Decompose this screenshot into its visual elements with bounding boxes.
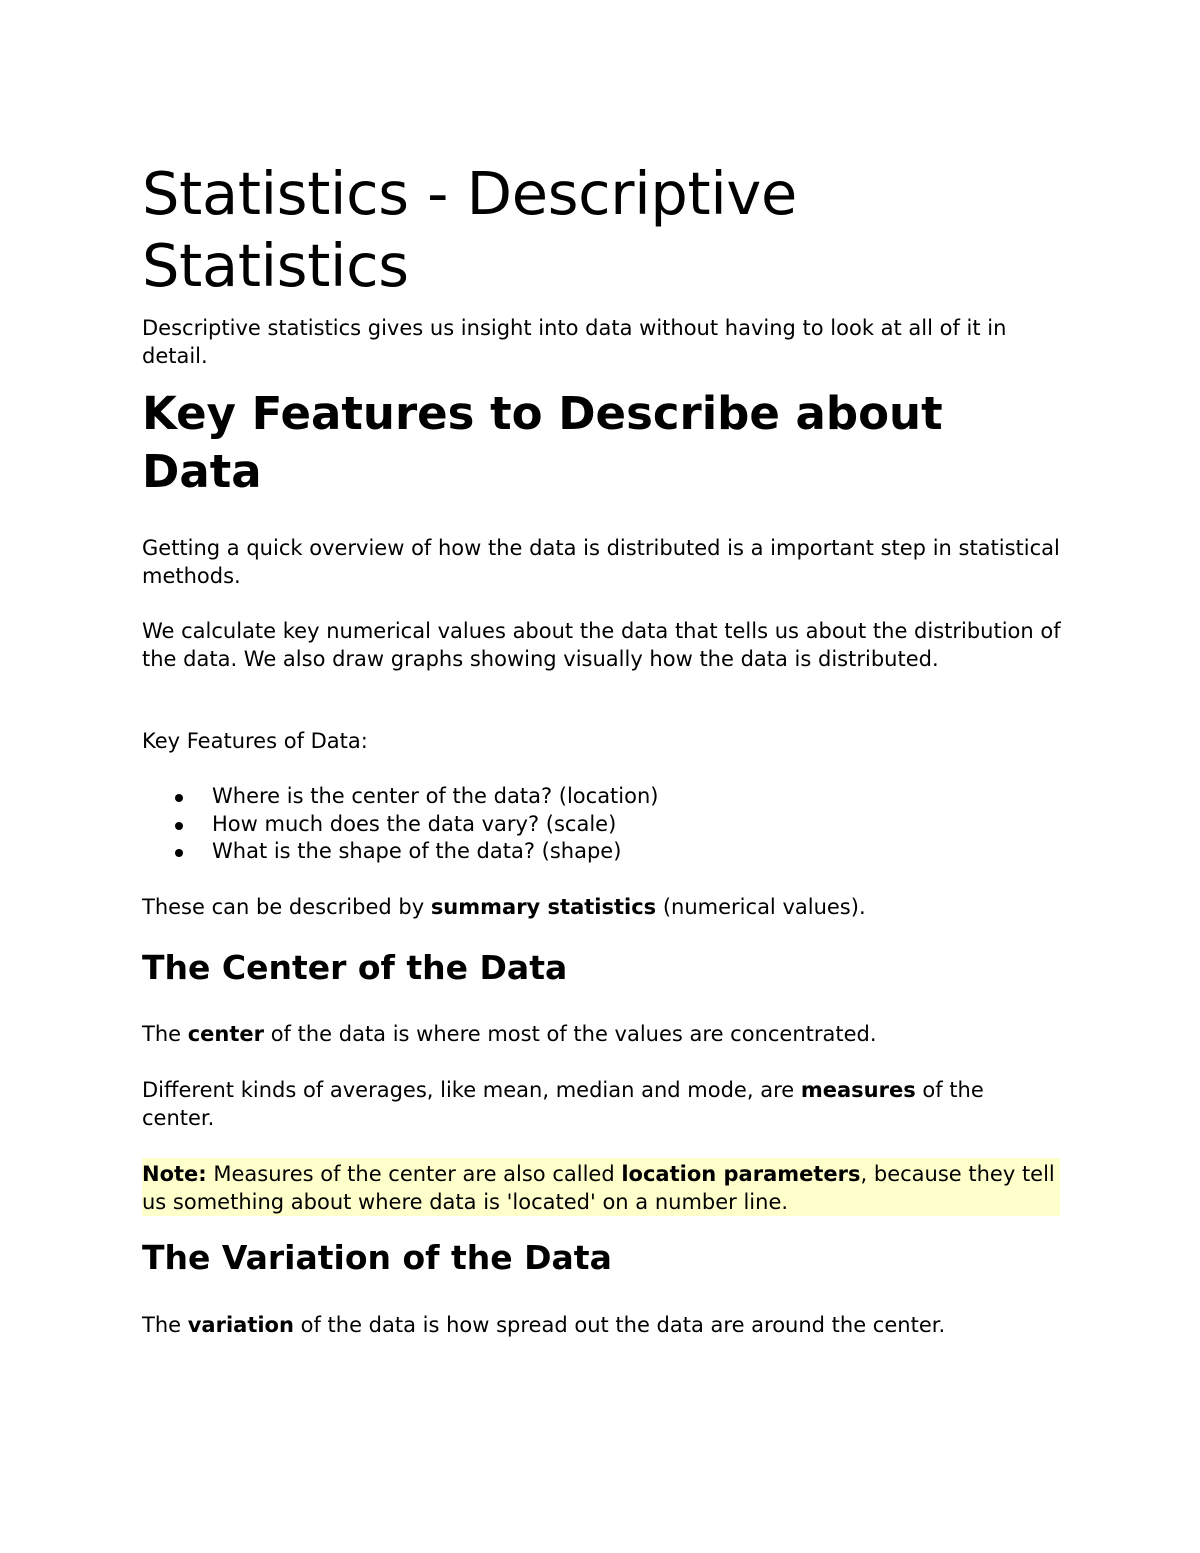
page-title: Statistics - Descriptive Statistics [142, 159, 798, 300]
variation-text-after: of the data is how spread out the data are around the center. [293, 1313, 946, 1337]
note-paragraph [142, 1161, 1062, 1216]
key-features-label: Key Features of Data: [142, 729, 368, 753]
summary-bold-term: summary statistics [430, 895, 657, 919]
variation-bold-term: variation [187, 1313, 294, 1337]
list-item-text: Where is the center of the data? (location) [212, 784, 659, 808]
variation-definition [142, 1312, 1062, 1340]
center-bold-term: center [187, 1022, 265, 1046]
averages-bold-term: measures [800, 1078, 916, 1102]
intro-paragraph: Descriptive statistics gives us insight into data without having to look at all of it in detail. [142, 316, 1007, 368]
overview-paragraph: Getting a quick overview of how the data is distributed is a important step in statistical methods. [142, 536, 1060, 588]
center-text-after: of the data is where most of the values are concentrated. [264, 1022, 877, 1046]
list-item-text: What is the shape of the data? (shape) [212, 839, 622, 863]
list-item [142, 783, 658, 811]
list-item [142, 838, 658, 866]
note-text-before: Measures of the center are also called [206, 1162, 622, 1186]
list-item [142, 811, 658, 839]
key-features-heading: Key Features to Describe about Data [142, 387, 943, 498]
center-text-before: The [142, 1022, 188, 1046]
calculate-paragraph: We calculate key numerical values about the data that tells us about the distribution of the data. We also draw graphs showing visually how the data is distributed. [142, 619, 1061, 671]
averages-paragraph [142, 1077, 1062, 1132]
summary-text-before: These can be described by [142, 895, 431, 919]
key-features-list [142, 783, 658, 866]
bullet-icon [175, 849, 183, 857]
note-bold-term: location parameters [621, 1162, 861, 1186]
averages-text-before: Different kinds of averages, like mean, median and mode, are [142, 1078, 801, 1102]
bullet-icon [175, 822, 183, 830]
variation-text-before: The [142, 1313, 188, 1337]
list-item-text: How much does the data vary? (scale) [212, 811, 617, 836]
center-heading: The Center of the Data [142, 948, 568, 987]
variation-heading: The Variation of the Data [142, 1238, 612, 1277]
bullet-icon [175, 794, 183, 802]
averages-text-after: of the center. [142, 1078, 984, 1130]
note-label: Note: [142, 1162, 207, 1186]
summary-text-after: (numerical values). [656, 895, 866, 919]
note-text-after: , because they tell us something about where data is 'located' on a number line. [142, 1162, 1055, 1214]
center-definition [142, 1021, 1062, 1049]
summary-paragraph [142, 894, 1062, 922]
